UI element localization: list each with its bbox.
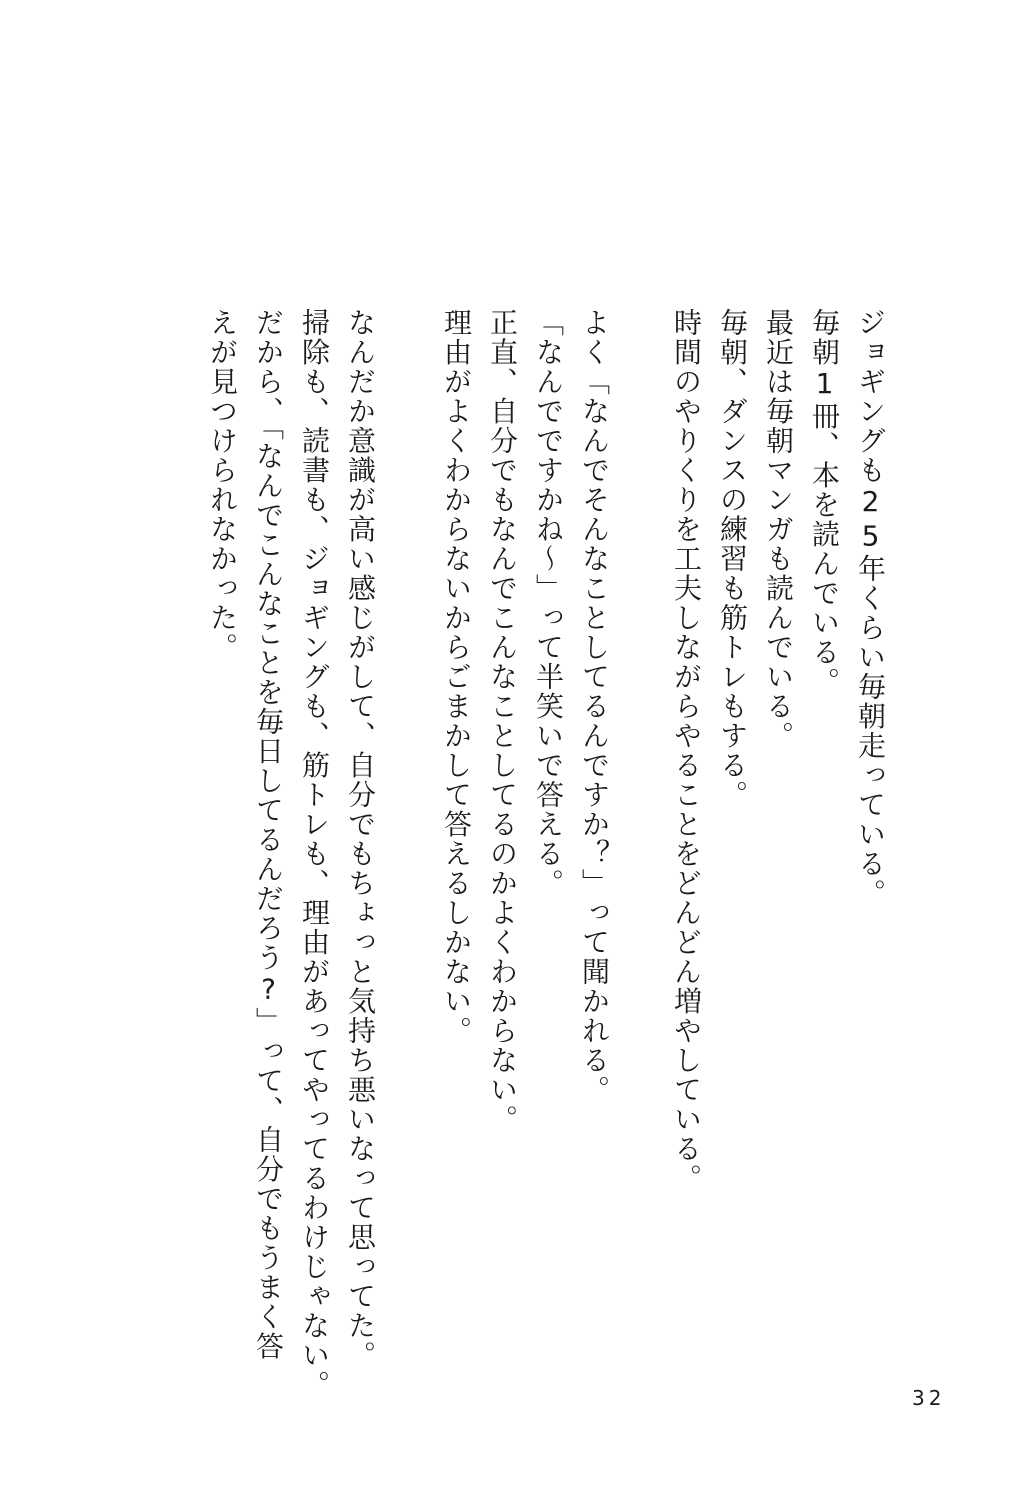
text-line: 「なんでですかね〜」って半笑いで答える。 bbox=[532, 308, 565, 898]
text-line: 時間のやりくりを工夫しながらやることをどんどん増やしている。 bbox=[670, 308, 703, 1193]
text-line: えが見つけられなかった。 bbox=[206, 308, 239, 662]
text-line: だから、「なんでこんなことを毎日してるんだろう?」って、自分でもうまく答 bbox=[252, 308, 285, 1361]
text-line: 掃除も、読書も、ジョギングも、筋トレも、理由があってやってるわけじゃない。 bbox=[298, 308, 331, 1400]
text-line: 正直、自分でもなんでこんなことしてるのかよくわからない。 bbox=[486, 308, 519, 1134]
text-line: 理由がよくわからないからごまかして答えるしかない。 bbox=[440, 308, 473, 1046]
text-line: 毎朝、ダンスの練習も筋トレもする。 bbox=[716, 308, 749, 810]
page-number: 32 bbox=[912, 1386, 946, 1410]
text-line: 最近は毎朝マンガも読んでいる。 bbox=[762, 308, 795, 751]
text-line: 毎朝1冊、本を読んでいる。 bbox=[808, 308, 841, 697]
text-line: ジョギングも25年くらい毎朝走っている。 bbox=[854, 308, 887, 908]
text-line: よく「なんでそんなことしてるんですか？」って聞かれる。 bbox=[578, 308, 611, 1105]
text-line: なんだか意識が高い感じがして、自分でもちょっと気持ち悪いなって思ってた。 bbox=[344, 308, 377, 1370]
